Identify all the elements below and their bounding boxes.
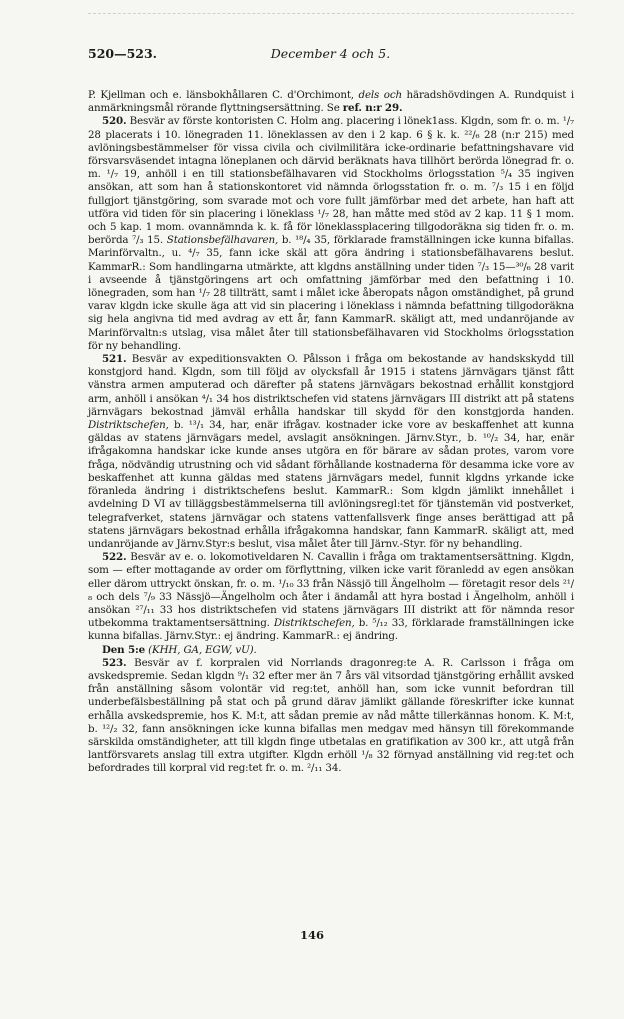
page-number: 146 <box>299 928 324 942</box>
case-number: 520. <box>102 115 127 128</box>
section-heading: Den 5:e (KHH, GA, EGW, vU). <box>102 643 257 656</box>
header-title: December 4 och 5. <box>270 46 391 61</box>
paragraph-522: 522. Besvär av e. o. lokomotiveldaren N. Cavallin i fråga om traktamentsersättning. Klgdn, som — efter mottagande av order om förflyttning, vilken icke varit föranledd av egen ansökan eller därom uttryckt önskan, fr. o. m. ¹/₁₀ 33 från Nässjö till Ängelholm — företagit resor dels ²¹/₈ och dels ⁷/₉ 33 Nässjö—Ängelholm och åter i ändamål att hyra bostad i Ängelholm, anhöll i ansökan ²⁷/₁₁ 33 hos distriktschefen vid statens järnvägars III distrikt att för nämnda resor utbekomma traktamentsersättning. Distriktschefen, b. ⁵/₁₂ 33, förklarade framställningen icke kunna bifallas. Järnv.Styr.: ej ändring. KammarR.: ej ändring. <box>88 551 574 643</box>
top-rule <box>88 13 574 15</box>
paragraph-520: 520. Besvär av förste kontoristen C. Holm ang. placering i lönek1ass. Klgdn, som fr. o. m. ¹/₇ 28 placerats i 10. lönegraden 11. löneklassen av den i 2 kap. 6 § k. k. ²²/₆ 28 (n:r 215) med avlöningsbestämmelser för vissa civila och civilmilitära icke-ordinarie befattningshavare vid försvarsväsendet intagna löneplanen och därvid beräknats hava tillhört berörda lönegrad fr. o. m. ¹/₇ 19, anhöll i en till stationsbefälhavaren vid Stockholms örlogsstation ⁵/₄ 35 ingiven ansökan, att som han å stationskontoret vid nämnda örlogsstation fr. o. m. ⁷/₃ 15 i en följd fullgjort tjänstgöring, som svarade mot och vore fullt jämförbar med det arbete, han haft att utföra vid tiden för sin placering i löneklass ¹/₇ 28, han måtte med stöd av 2 kap. 11 § 1 mom. och 5 kap. 1 mom. ovannämnda k. k. få för löneklassplacering tillgodoräkna sig tiden fr. o. m. berörda ⁷/₃ 15. Stationsbefälhavaren, b. ¹⁸/₄ 35, förklarade framställningen icke kunna bifallas. Marinförvaltn., u. ⁴/₇ 35, fann icke skäl att göra ändring i stationsbefälhavarens beslut. KammarR.: Som handlingarna utmärkte, att klgdns anställning under tiden ⁷/₃ 15—³⁰/₆ 28 varit i avseende å tjänstgöringens art och omfattning jämförbar med den befattning i 10. lönegraden, som han ¹/₇ 28 tillträtt, samt i målet icke åberopats någon omständighet, på grund varav klgdn icke skulle äga att vid sin placering i löneklass i nämnda befattning tillgodoräkna sig hela angivna tid med avdrag av ett år, fann KammarR. skäligt att, med undanröjande av Marinförvaltn:s utslag, visa målet åter till stationsbefälhavaren vid Stockholms örlogsstation för ny behandling. <box>88 115 574 352</box>
case-number: 521. <box>102 353 127 366</box>
page-header <box>88 46 573 66</box>
paragraph-521: 521. Besvär av expeditionsvakten O. Pålsson i fråga om bekostande av handskskydd till konstgjord hand. Klgdn, som till följd av olycksfall år 1915 i statens järnvägars tjänst fått vänstra armen amputerad och därefter på statens järnvägars bekostnad erhållit konstgjord arm, anhöll i ansökan ⁴/₁ 34 hos distriktschefen vid statens järnvägars III distrikt att på statens järnvägars bekostnad jämväl erhålla handskar till skydd för den konstgjorda handen. Distriktschefen, b. ¹³/₁ 34, har, enär ifrågav. kostnader icke vore av beskaffenhet att kunna gäldas av statens järnvägars medel, avslagit ansökningen. Järnv.Styr., b. ¹⁰/₂ 34, har, enär ifrågakomna handskar icke kunde anses utgöra en för bärare av sådan protes, varom vore fråga, nödvändig utrustning och vid sådant förhållande kostnaderna för desamma icke vore av beskaffenhet att kunna gäldas med statens järnvägars medel, funnit klgdns yrkande icke föranleda ändring i distriktschefens beslut. KammarR.: Som klgdn jämlikt innehållet i avdelning D VI av tilläggsbestämmelserna till avlöningsregl:tet för tjänstemän vid postverket, telegrafverket, statens järnvägar och statens vattenfallsverk finge anses berättigad att på statens järnvägars bekostnad erhålla ifrågakomna handskar, fann KammarR. skäligt att, med undanröjande av Järnv.Styr:s beslut, visa målet åter till Järnv.-Styr. för ny behandling. <box>88 353 574 550</box>
case-number: 523. <box>102 656 127 669</box>
paragraph-523: 523. Besvär av f. korpralen vid Norrlands dragonreg:te A. R. Carlsson i fråga om avskedspremie. Sedan klgdn ⁹/₁ 32 efter mer än 7 års väl vitsordad tjänstgöring erhållit avsked från anställning såsom volontär vid reg:tet, anhöll han, som icke vunnit befordran till underbefälsbeställning på stat och på grund därav jämlikt gällande föreskrifter icke kunnat erhålla avskedspremie, hos K. M:t, att sådan premie av nåd måtte tillerkännas honom. K. M:t, b. ¹²/₂ 32, fann ansökningen icke kunna bifallas men medgav med hänsyn till förekommande särskilda omständigheter, att till klgdn finge utbetalas en gratifikation av 300 kr., att utgå från lantförsvarets anslag till extra utgifter. Klgdn erhöll ¹/₈ 32 förnyad anställning vid reg:tet och befordrades till korpral vid reg:tet fr. o. m. ²/₁₁ 34. <box>88 656 574 775</box>
reference: ref. n:r 29. <box>342 102 403 115</box>
page-body <box>88 89 574 776</box>
paragraph-intro: P. Kjellman och e. länsbokhållaren C. d'Orchimont, dels och häradshövdingen A. Rundquist i anmärkningsmål rörande flyttningsersättning. Se ref. n:r 29. <box>88 89 574 115</box>
case-number: 522. <box>102 551 127 564</box>
case-range: 520—523. <box>88 46 158 61</box>
